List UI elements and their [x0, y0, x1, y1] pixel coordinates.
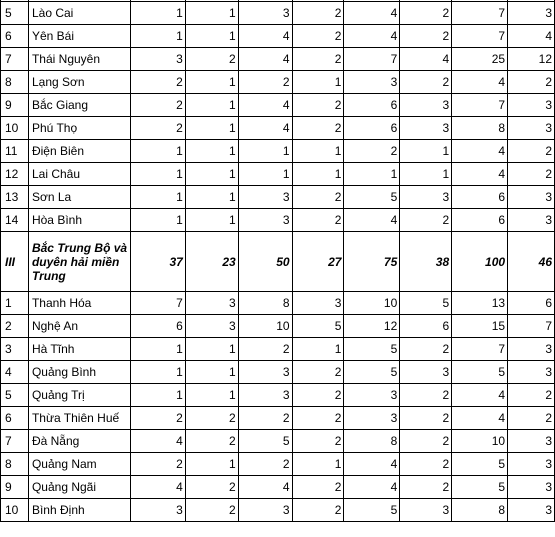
table-row — [1, 48, 555, 71]
value-cell: 2 — [292, 384, 344, 407]
value-cell: 2 — [292, 407, 344, 430]
row-number-cell: 10 — [1, 117, 29, 140]
value-cell: 25 — [452, 48, 508, 71]
value-cell: 1 — [185, 71, 238, 94]
value-cell: 6 — [130, 315, 185, 338]
value-cell: 2 — [130, 453, 185, 476]
table-row — [1, 384, 555, 407]
value-cell: 3 — [238, 499, 292, 522]
table-body — [1, 0, 555, 522]
value-cell: 2 — [292, 48, 344, 71]
value-cell: 1 — [292, 140, 344, 163]
value-cell: 3 — [238, 361, 292, 384]
value-cell: 2 — [400, 407, 452, 430]
value-cell: 2 — [400, 338, 452, 361]
value-cell: 7 — [344, 48, 400, 71]
value-cell: 4 — [400, 48, 452, 71]
province-name-cell: Nghệ An — [28, 315, 130, 338]
table-row — [1, 140, 555, 163]
value-cell: 2 — [508, 407, 555, 430]
value-cell: 3 — [238, 384, 292, 407]
value-cell: 5 — [452, 453, 508, 476]
value-cell: 5 — [344, 361, 400, 384]
province-name-cell: Quảng Ngãi — [28, 476, 130, 499]
value-cell: 3 — [508, 430, 555, 453]
value-cell: 1 — [130, 361, 185, 384]
value-cell: 23 — [185, 232, 238, 292]
province-name-cell: Quảng Nam — [28, 453, 130, 476]
value-cell: 15 — [452, 315, 508, 338]
value-cell: 1 — [185, 384, 238, 407]
province-name-cell: Bình Định — [28, 499, 130, 522]
value-cell: 2 — [508, 163, 555, 186]
value-cell: 4 — [238, 476, 292, 499]
value-cell: 10 — [238, 315, 292, 338]
value-cell: 4 — [452, 407, 508, 430]
value-cell: 2 — [400, 25, 452, 48]
value-cell: 3 — [508, 186, 555, 209]
value-cell: 2 — [185, 407, 238, 430]
table-row — [1, 186, 555, 209]
value-cell: 4 — [344, 209, 400, 232]
value-cell: 2 — [238, 71, 292, 94]
province-name-cell: Hòa Bình — [28, 209, 130, 232]
value-cell: 12 — [344, 315, 400, 338]
table-row — [1, 430, 555, 453]
value-cell: 4 — [452, 163, 508, 186]
value-cell: 1 — [400, 140, 452, 163]
table-row — [1, 476, 555, 499]
value-cell: 1 — [185, 338, 238, 361]
value-cell: 5 — [452, 476, 508, 499]
row-number-cell: 8 — [1, 71, 29, 94]
value-cell: 1 — [130, 25, 185, 48]
value-cell: 1 — [185, 361, 238, 384]
province-name-cell: Lạng Sơn — [28, 71, 130, 94]
value-cell: 1 — [185, 25, 238, 48]
province-name-cell: Lào Cai — [28, 2, 130, 25]
value-cell: 6 — [452, 186, 508, 209]
value-cell: 2 — [130, 117, 185, 140]
value-cell: 4 — [238, 94, 292, 117]
value-cell: 1 — [185, 209, 238, 232]
value-cell: 4 — [452, 384, 508, 407]
value-cell: 1 — [292, 338, 344, 361]
value-cell: 2 — [292, 361, 344, 384]
value-cell: 4 — [238, 117, 292, 140]
value-cell: 4 — [508, 25, 555, 48]
value-cell: 1 — [130, 163, 185, 186]
value-cell: 6 — [344, 117, 400, 140]
row-number-cell: III — [1, 232, 29, 292]
row-number-cell: 8 — [1, 453, 29, 476]
table-row — [1, 71, 555, 94]
row-number-cell: 9 — [1, 94, 29, 117]
value-cell: 2 — [400, 71, 452, 94]
value-cell: 37 — [130, 232, 185, 292]
value-cell: 3 — [508, 499, 555, 522]
province-name-cell: Thừa Thiên Huế — [28, 407, 130, 430]
row-number-cell: 2 — [1, 315, 29, 338]
value-cell: 2 — [508, 140, 555, 163]
value-cell: 2 — [400, 384, 452, 407]
value-cell: 50 — [238, 232, 292, 292]
value-cell: 2 — [292, 499, 344, 522]
value-cell: 1 — [130, 2, 185, 25]
value-cell: 3 — [508, 209, 555, 232]
value-cell: 2 — [400, 209, 452, 232]
value-cell: 7 — [130, 292, 185, 315]
value-cell: 3 — [508, 94, 555, 117]
table-row-region — [1, 232, 555, 292]
value-cell: 3 — [185, 292, 238, 315]
row-number-cell: 14 — [1, 209, 29, 232]
value-cell: 38 — [400, 232, 452, 292]
value-cell: 3 — [400, 117, 452, 140]
row-number-cell: 3 — [1, 338, 29, 361]
value-cell: 1 — [130, 186, 185, 209]
value-cell: 1 — [238, 163, 292, 186]
value-cell: 1 — [292, 453, 344, 476]
value-cell: 2 — [508, 71, 555, 94]
value-cell: 2 — [292, 430, 344, 453]
row-number-cell: 13 — [1, 186, 29, 209]
value-cell: 5 — [292, 315, 344, 338]
value-cell: 2 — [185, 476, 238, 499]
province-name-cell: Quảng Trị — [28, 384, 130, 407]
value-cell: 3 — [508, 476, 555, 499]
table-row — [1, 453, 555, 476]
value-cell: 3 — [508, 453, 555, 476]
value-cell: 3 — [238, 209, 292, 232]
province-name-cell: Phú Thọ — [28, 117, 130, 140]
value-cell: 3 — [400, 361, 452, 384]
value-cell: 1 — [292, 163, 344, 186]
table-row — [1, 2, 555, 25]
province-name-cell: Thái Nguyên — [28, 48, 130, 71]
value-cell: 1 — [130, 384, 185, 407]
row-number-cell: 5 — [1, 2, 29, 25]
value-cell: 2 — [292, 117, 344, 140]
province-name-cell: Đà Nẵng — [28, 430, 130, 453]
value-cell: 1 — [292, 71, 344, 94]
row-number-cell: 10 — [1, 499, 29, 522]
value-cell: 2 — [292, 2, 344, 25]
province-name-cell: Quảng Bình — [28, 361, 130, 384]
row-number-cell: 1 — [1, 292, 29, 315]
value-cell: 4 — [452, 71, 508, 94]
value-cell: 4 — [344, 476, 400, 499]
value-cell: 2 — [400, 2, 452, 25]
table-row — [1, 163, 555, 186]
value-cell: 1 — [185, 163, 238, 186]
value-cell: 2 — [292, 186, 344, 209]
value-cell: 3 — [238, 186, 292, 209]
value-cell: 1 — [238, 140, 292, 163]
value-cell: 3 — [130, 499, 185, 522]
value-cell: 5 — [238, 430, 292, 453]
province-name-cell: Bắc Trung Bộ và duyên hải miền Trung — [28, 232, 130, 292]
value-cell: 3 — [400, 94, 452, 117]
value-cell: 46 — [508, 232, 555, 292]
row-number-cell: 6 — [1, 25, 29, 48]
value-cell: 3 — [400, 499, 452, 522]
value-cell: 1 — [130, 209, 185, 232]
value-cell: 100 — [452, 232, 508, 292]
value-cell: 2 — [400, 476, 452, 499]
value-cell: 7 — [452, 94, 508, 117]
value-cell: 2 — [292, 476, 344, 499]
value-cell: 8 — [344, 430, 400, 453]
value-cell: 2 — [238, 453, 292, 476]
value-cell: 7 — [452, 25, 508, 48]
value-cell: 2 — [292, 94, 344, 117]
value-cell: 4 — [344, 453, 400, 476]
province-name-cell: Lai Châu — [28, 163, 130, 186]
province-name-cell: Hà Tĩnh — [28, 338, 130, 361]
value-cell: 4 — [130, 476, 185, 499]
value-cell: 1 — [400, 163, 452, 186]
table-row — [1, 209, 555, 232]
table-row — [1, 25, 555, 48]
row-number-cell: 4 — [1, 361, 29, 384]
value-cell: 3 — [238, 2, 292, 25]
value-cell: 8 — [452, 117, 508, 140]
value-cell: 10 — [452, 430, 508, 453]
value-cell: 5 — [400, 292, 452, 315]
value-cell: 3 — [508, 338, 555, 361]
value-cell: 8 — [452, 499, 508, 522]
value-cell: 3 — [185, 315, 238, 338]
value-cell: 1 — [185, 186, 238, 209]
value-cell: 3 — [130, 48, 185, 71]
value-cell: 3 — [508, 2, 555, 25]
row-number-cell: 5 — [1, 384, 29, 407]
value-cell: 2 — [130, 94, 185, 117]
value-cell: 5 — [344, 338, 400, 361]
value-cell: 1 — [185, 140, 238, 163]
row-number-cell: 11 — [1, 140, 29, 163]
table-row — [1, 499, 555, 522]
province-name-cell: Điện Biên — [28, 140, 130, 163]
value-cell: 3 — [344, 71, 400, 94]
table-row — [1, 338, 555, 361]
value-cell: 1 — [185, 453, 238, 476]
value-cell: 1 — [344, 163, 400, 186]
value-cell: 3 — [400, 186, 452, 209]
value-cell: 4 — [452, 140, 508, 163]
row-number-cell: 7 — [1, 430, 29, 453]
value-cell: 5 — [344, 499, 400, 522]
value-cell: 27 — [292, 232, 344, 292]
value-cell: 3 — [292, 292, 344, 315]
value-cell: 2 — [238, 338, 292, 361]
value-cell: 3 — [344, 384, 400, 407]
value-cell: 75 — [344, 232, 400, 292]
value-cell: 7 — [452, 338, 508, 361]
value-cell: 2 — [185, 48, 238, 71]
value-cell: 2 — [292, 25, 344, 48]
table-row — [1, 407, 555, 430]
value-cell: 2 — [130, 407, 185, 430]
value-cell: 4 — [130, 430, 185, 453]
row-number-cell: 7 — [1, 48, 29, 71]
value-cell: 7 — [452, 2, 508, 25]
value-cell: 6 — [508, 292, 555, 315]
value-cell: 12 — [508, 48, 555, 71]
value-cell: 6 — [452, 209, 508, 232]
value-cell: 6 — [400, 315, 452, 338]
value-cell: 2 — [185, 499, 238, 522]
row-number-cell: 6 — [1, 407, 29, 430]
value-cell: 13 — [452, 292, 508, 315]
value-cell: 1 — [185, 117, 238, 140]
value-cell: 4 — [344, 25, 400, 48]
value-cell: 2 — [238, 407, 292, 430]
value-cell: 1 — [185, 2, 238, 25]
province-name-cell: Sơn La — [28, 186, 130, 209]
province-name-cell: Bắc Giang — [28, 94, 130, 117]
value-cell: 4 — [344, 2, 400, 25]
value-cell: 8 — [238, 292, 292, 315]
value-cell: 1 — [130, 338, 185, 361]
value-cell: 2 — [400, 430, 452, 453]
value-cell: 3 — [508, 361, 555, 384]
value-cell: 3 — [508, 117, 555, 140]
value-cell: 4 — [238, 48, 292, 71]
value-cell: 2 — [344, 140, 400, 163]
value-cell: 2 — [130, 71, 185, 94]
value-cell: 1 — [185, 94, 238, 117]
value-cell: 2 — [508, 384, 555, 407]
value-cell: 2 — [292, 209, 344, 232]
value-cell: 3 — [344, 407, 400, 430]
row-number-cell: 9 — [1, 476, 29, 499]
province-name-cell: Yên Bái — [28, 25, 130, 48]
table-row — [1, 361, 555, 384]
province-name-cell: Thanh Hóa — [28, 292, 130, 315]
value-cell: 5 — [452, 361, 508, 384]
value-cell: 1 — [130, 140, 185, 163]
row-number-cell: 12 — [1, 163, 29, 186]
table-row — [1, 117, 555, 140]
value-cell: 2 — [400, 453, 452, 476]
table-row — [1, 292, 555, 315]
value-cell: 6 — [344, 94, 400, 117]
value-cell: 4 — [238, 25, 292, 48]
table-row — [1, 315, 555, 338]
table-row — [1, 94, 555, 117]
value-cell: 2 — [185, 430, 238, 453]
value-cell: 7 — [508, 315, 555, 338]
value-cell: 5 — [344, 186, 400, 209]
value-cell: 10 — [344, 292, 400, 315]
